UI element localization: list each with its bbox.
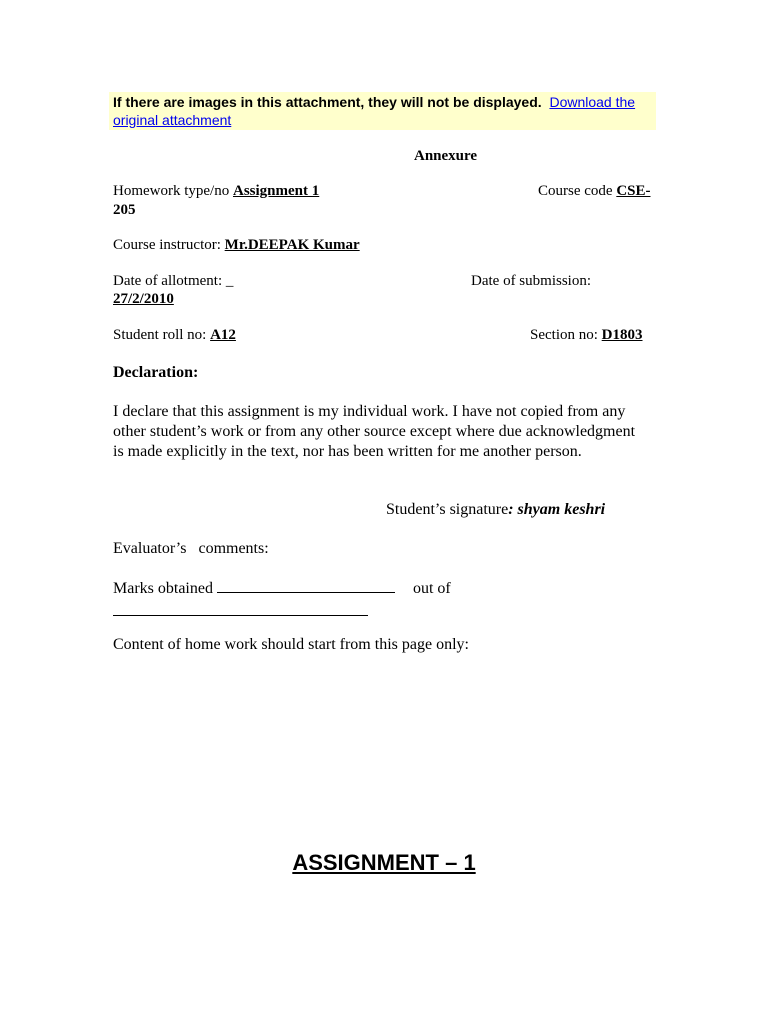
evaluator-comments-label: Evaluator’s comments: xyxy=(113,540,269,557)
signature-value: : shyam keshri xyxy=(508,501,606,518)
marks-row xyxy=(113,578,451,598)
signature-label: Student’s signature xyxy=(386,501,509,518)
assignment-heading-text: ASSIGNMENT – 1 xyxy=(292,850,476,875)
section-value: D1803 xyxy=(601,327,643,343)
instructor-value: Mr.DEEPAK Kumar xyxy=(224,237,360,253)
download-attachment-link[interactable]: Download the original attachment xyxy=(113,94,636,128)
marks-blank xyxy=(217,578,395,593)
marks-label: Marks obtained xyxy=(113,580,213,597)
declaration-heading: Declaration: xyxy=(113,364,199,381)
course-code-row xyxy=(538,183,651,200)
signature-row xyxy=(386,501,605,519)
instructor-label: Course instructor: xyxy=(113,237,221,253)
assignment-heading xyxy=(0,850,768,876)
out-of-blank xyxy=(113,601,368,616)
submission-value: 27/2/2010 xyxy=(113,291,174,307)
declaration-body: I declare that this assignment is my individual work. I have not copied from any other student’s work or from any other source except where due acknowledgment is made explicitly in the text, nor has been written for me another person. xyxy=(113,403,636,460)
course-code-value-continued: 205 xyxy=(113,202,136,218)
roll-row xyxy=(113,327,236,344)
homework-value: Assignment 1 xyxy=(232,183,320,199)
section-row xyxy=(530,327,643,344)
section-label: Section no: xyxy=(530,327,598,343)
annexure-title: Annexure xyxy=(414,148,478,164)
instructor-row xyxy=(113,237,360,254)
homework-label: Homework type/no xyxy=(113,183,230,199)
roll-label: Student roll no: xyxy=(113,327,207,343)
course-code-label: Course code xyxy=(538,183,613,199)
submission-label: Date of submission: xyxy=(471,273,591,289)
content-note: Content of home work should start from this page only: xyxy=(113,636,469,653)
homework-row xyxy=(113,183,319,200)
roll-value: A12 xyxy=(210,327,236,343)
course-code-value: CSE- xyxy=(616,183,651,199)
out-of-label: out of xyxy=(412,580,451,597)
attachment-notice xyxy=(113,93,655,129)
attachment-notice-text: If there are images in this attachment, they will not be displayed. xyxy=(113,94,542,110)
allotment-label: Date of allotment: _ xyxy=(113,273,234,289)
